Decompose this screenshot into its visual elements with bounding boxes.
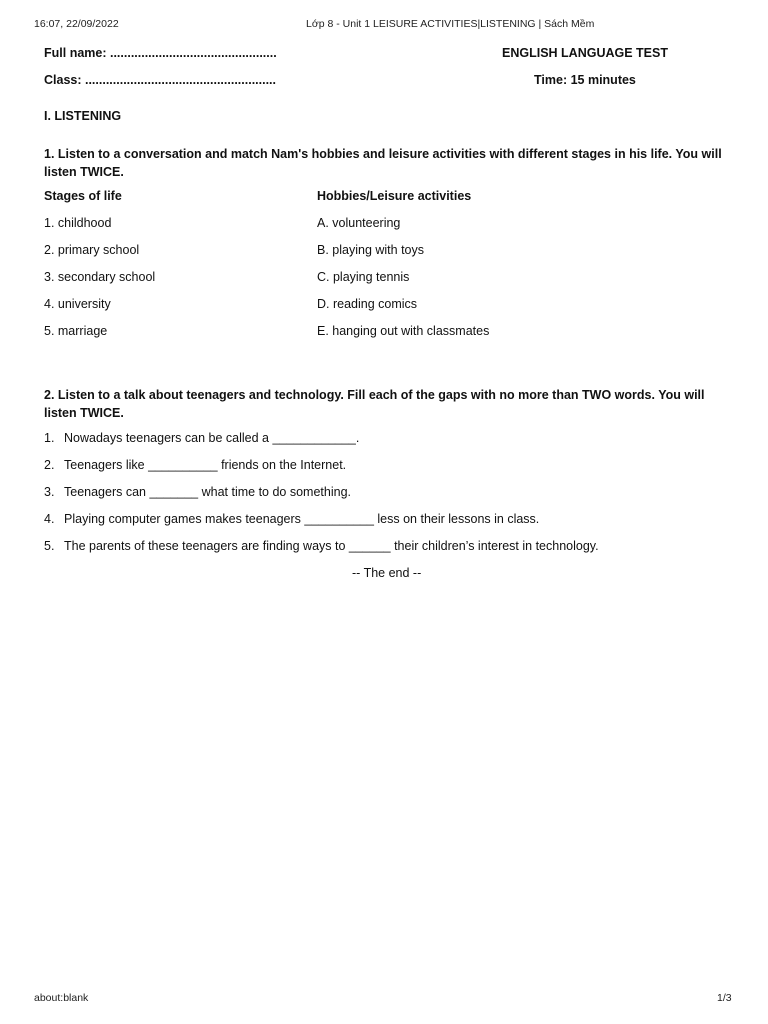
part1-instruction: 1. Listen to a conversation and match Nam's hobbies and leisure activities with different stages in his life. You will listen TWICE. bbox=[44, 147, 722, 179]
stage-item: 3. secondary school bbox=[44, 270, 156, 284]
question-text: Teenagers like __________ friends on the Internet. bbox=[64, 458, 347, 472]
time-limit: Time: 15 minutes bbox=[534, 73, 636, 87]
stage-item: 2. primary school bbox=[44, 243, 140, 257]
question-number: 2. bbox=[44, 458, 55, 472]
question-text: Nowadays teenagers can be called a ____________. bbox=[64, 431, 360, 445]
stage-item: 1. childhood bbox=[44, 216, 112, 230]
question-number: 5. bbox=[44, 539, 55, 553]
print-url: about:blank bbox=[34, 992, 89, 1004]
print-timestamp: 16:07, 22/09/2022 bbox=[34, 18, 119, 30]
end-marker: -- The end -- bbox=[352, 566, 422, 580]
stage-item: 5. marriage bbox=[44, 324, 108, 338]
question-text: The parents of these teenagers are finding ways to ______ their children’s interest in technology. bbox=[64, 539, 599, 553]
question-number: 4. bbox=[44, 512, 55, 526]
stages-header: Stages of life bbox=[44, 189, 122, 203]
stage-item: 4. university bbox=[44, 297, 111, 311]
hobby-item: A. volunteering bbox=[317, 216, 401, 230]
question-text: Teenagers can _______ what time to do something. bbox=[64, 485, 351, 499]
full-name-line: Full name: ................................................ bbox=[44, 46, 277, 60]
part2-instruction: 2. Listen to a talk about teenagers and technology. Fill each of the gaps with no more than TWO words. You will listen TWICE. bbox=[44, 388, 705, 420]
hobby-item: B. playing with toys bbox=[317, 243, 424, 257]
section-title: I. LISTENING bbox=[44, 109, 122, 123]
print-page-number: 1/3 bbox=[717, 992, 732, 1004]
print-page-title: Lớp 8 - Unit 1 LEISURE ACTIVITIES|LISTENING | Sách Mềm bbox=[306, 18, 595, 30]
hobby-item: D. reading comics bbox=[317, 297, 418, 311]
hobby-item: E. hanging out with classmates bbox=[317, 324, 490, 338]
hobbies-header: Hobbies/Leisure activities bbox=[317, 189, 472, 203]
question-text: Playing computer games makes teenagers __________ less on their lessons in class. bbox=[64, 512, 540, 526]
hobby-item: C. playing tennis bbox=[317, 270, 410, 284]
test-title: ENGLISH LANGUAGE TEST bbox=[502, 46, 668, 60]
question-number: 3. bbox=[44, 485, 55, 499]
question-number: 1. bbox=[44, 431, 55, 445]
class-line: Class: ....................................................... bbox=[44, 73, 277, 87]
